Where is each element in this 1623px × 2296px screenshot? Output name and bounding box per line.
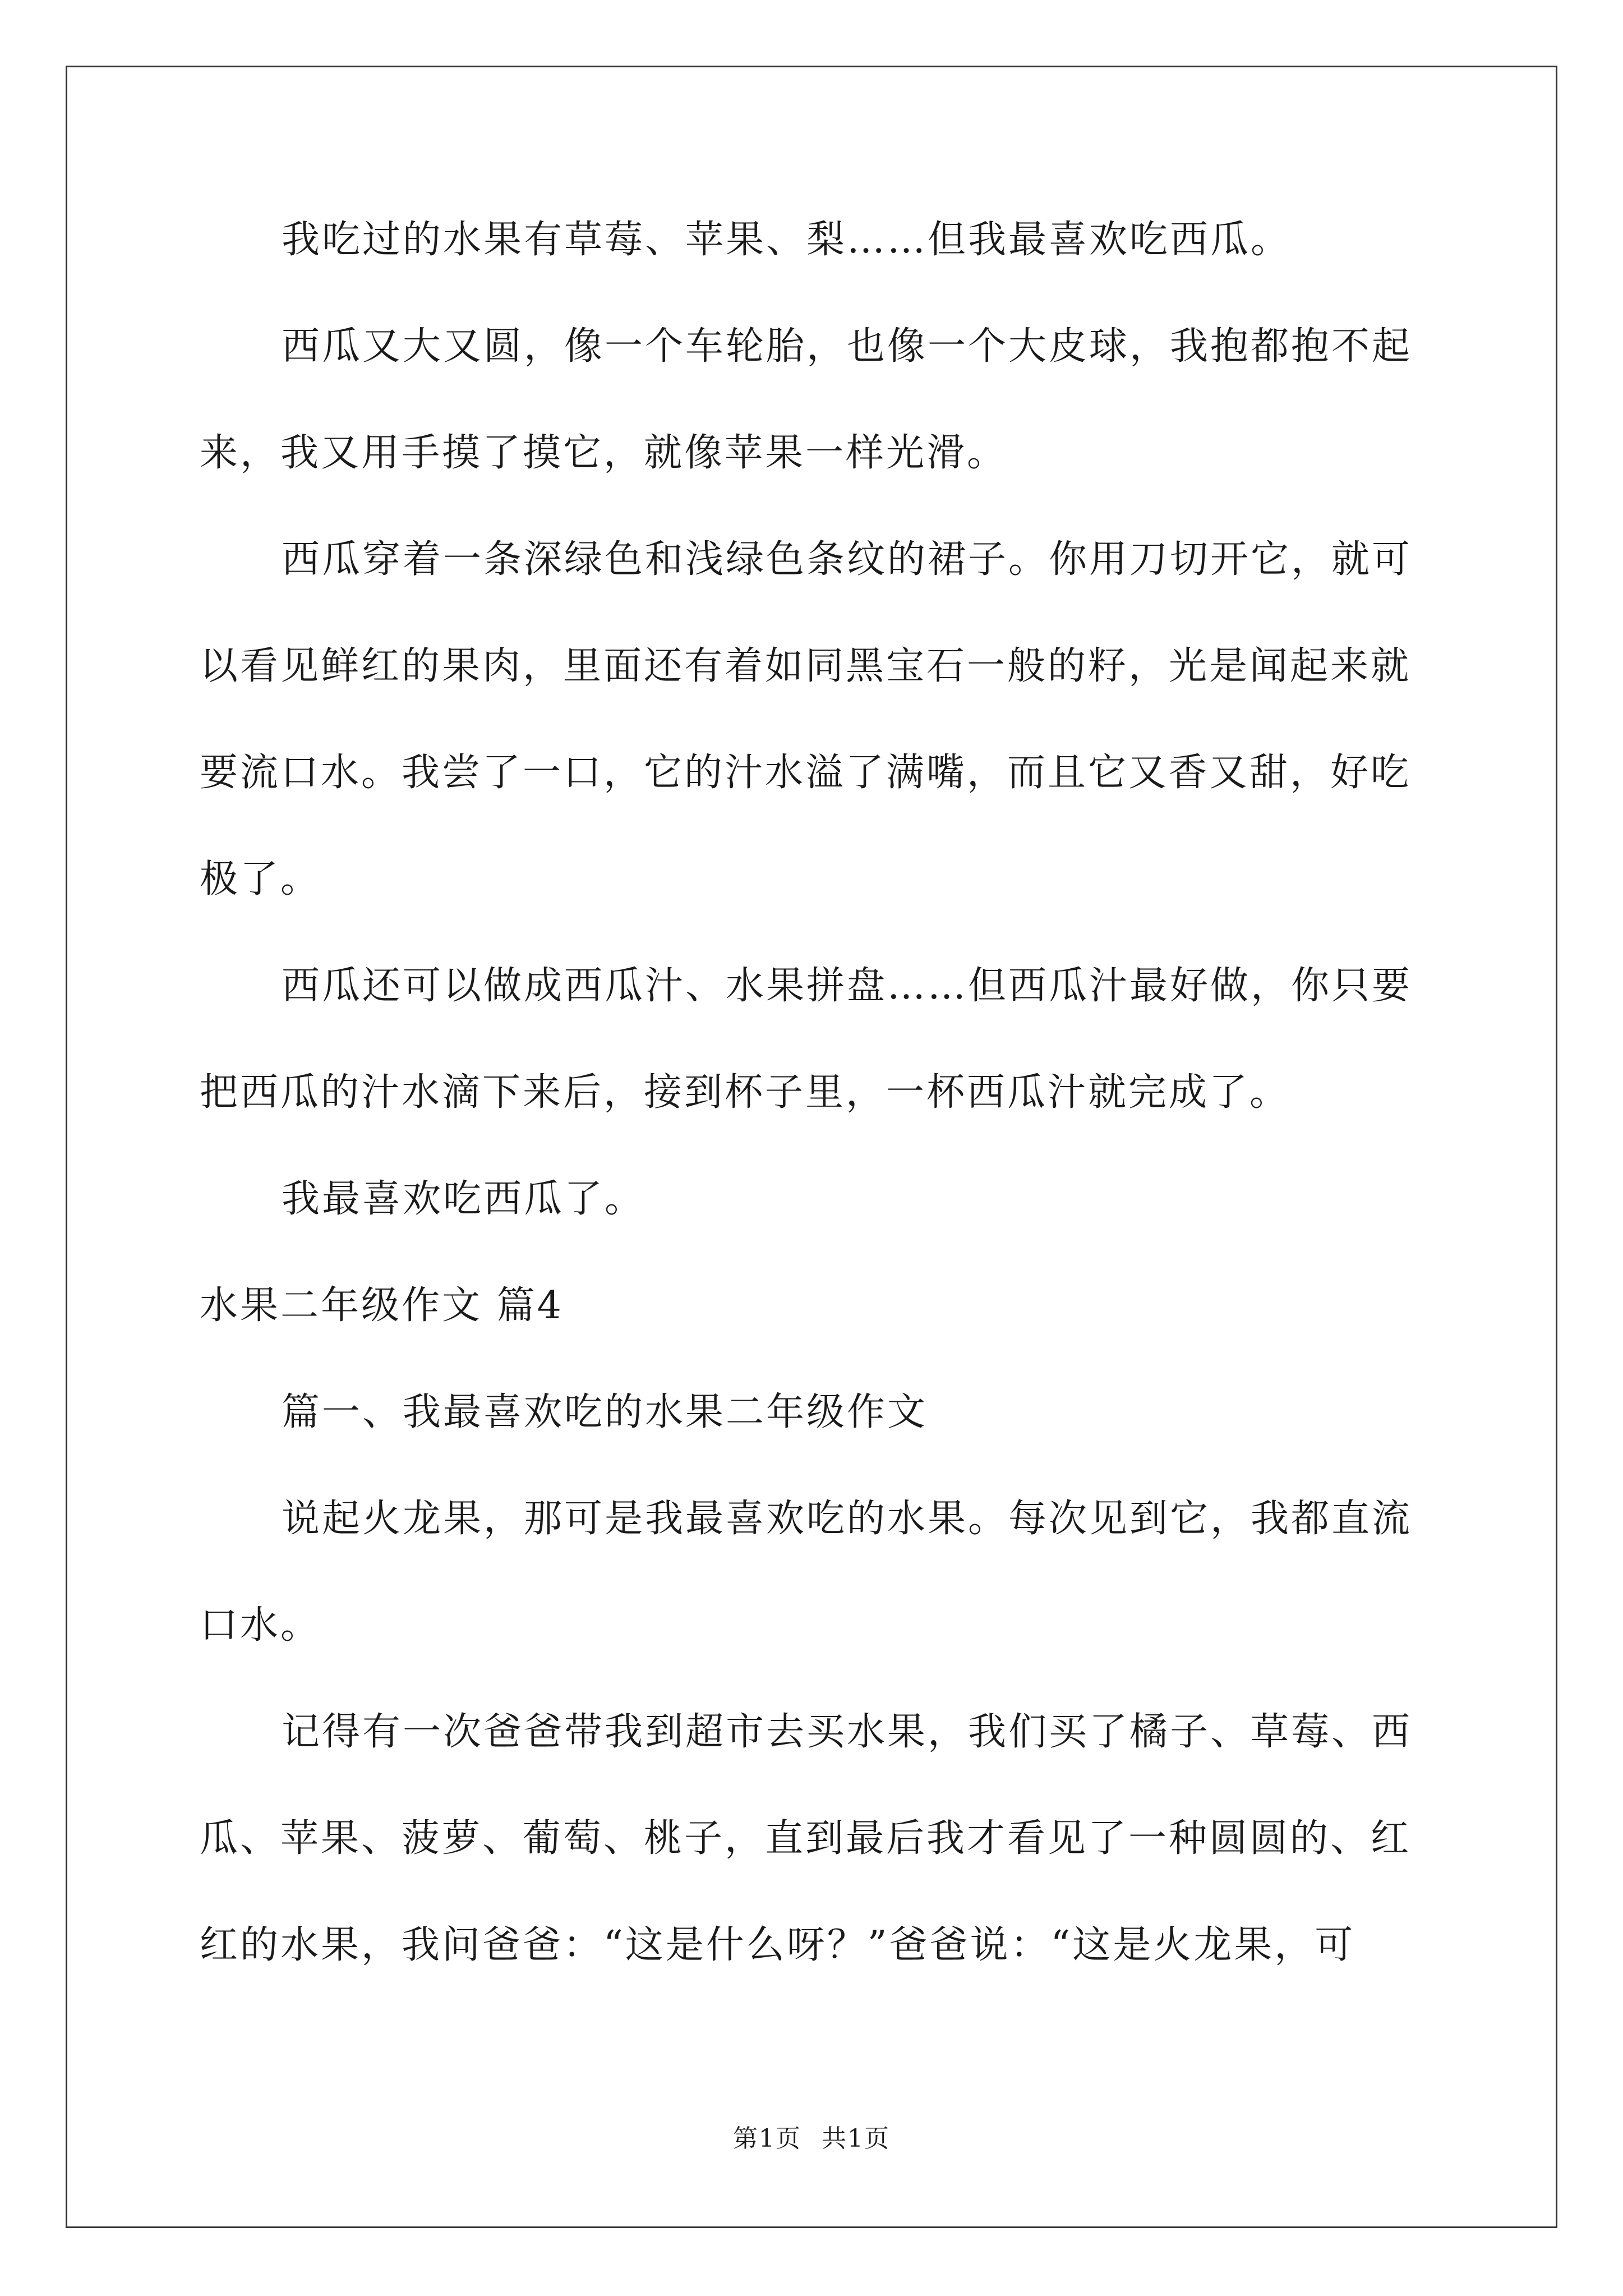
text-line: 要流口水。我尝了一口，它的汁水溢了满嘴，而且它又香又甜，好吃 [200, 751, 1412, 795]
text-line: 记得有一次爸爸带我到超市去买水果，我们买了橘子、草莓、西 [282, 1710, 1413, 1754]
page-total: 共1页 [822, 2124, 890, 2153]
page-number: 第1页 [733, 2124, 801, 2153]
text-line: 西瓜又大又圆，像一个车轮胎，也像一个大皮球，我抱都抱不起 [282, 324, 1413, 369]
text-line: 我最喜欢吃西瓜了。 [282, 1177, 645, 1221]
text-line: 把西瓜的汁水滴下来后，接到杯子里，一杯西瓜汁就完成了。 [200, 1070, 1290, 1115]
text-line: 说起火龙果，那可是我最喜欢吃的水果。每次见到它，我都直流 [282, 1497, 1413, 1541]
text-line: 我吃过的水果有草莓、苹果、梨……但我最喜欢吃西瓜。 [282, 218, 1292, 262]
text-line: 西瓜还可以做成西瓜汁、水果拼盘……但西瓜汁最好做，你只要 [282, 964, 1413, 1008]
text-line: 红的水果，我问爸爸：“这是什么呀？”爸爸说：“这是火龙果，可 [200, 1923, 1355, 1967]
text-line: 瓜、苹果、菠萝、葡萄、桃子，直到最后我才看见了一种圆圆的、红 [200, 1816, 1412, 1861]
document-body [200, 213, 1422, 1972]
text-line: 西瓜穿着一条深绿色和浅绿色条纹的裙子。你用刀切开它，就可 [282, 537, 1413, 582]
text-line: 极了。 [200, 857, 321, 901]
text-line: 来，我又用手摸了摸它，就像苹果一样光滑。 [200, 431, 1008, 475]
text-line: 以看见鲜红的果肉，里面还有着如同黑宝石一般的籽，光是闻起来就 [200, 644, 1412, 688]
sub-heading: 篇一、我最喜欢吃的水果二年级作文 [282, 1390, 928, 1434]
section-heading: 水果二年级作文 篇4 [200, 1283, 564, 1328]
text-line: 口水。 [200, 1603, 321, 1648]
page-footer [0, 2122, 1623, 2156]
